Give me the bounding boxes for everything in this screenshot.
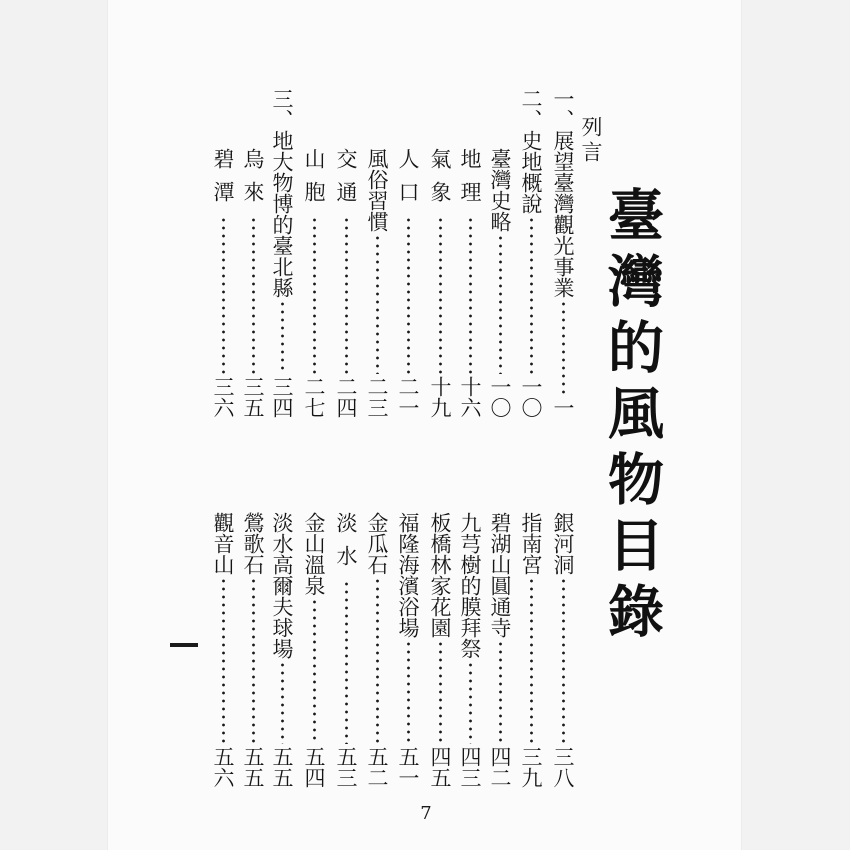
toc-entry-page: 二三: [365, 376, 389, 418]
toc-entry-page: 十六: [458, 376, 482, 418]
toc-entry[interactable]: [455, 512, 485, 788]
toc-entry-title: 交通: [334, 148, 358, 214]
toc-entry-title: 指南宮: [519, 512, 543, 575]
toc-entry-title: 淡水高爾夫球場: [270, 512, 294, 659]
toc-entry-page: 五六: [211, 746, 235, 788]
toc-entry-page: 五五: [241, 746, 265, 788]
toc-entry[interactable]: [331, 148, 361, 418]
toc-entry-page: 五三: [334, 746, 358, 788]
toc-entry-page: 四三: [458, 746, 482, 788]
dot-leader: [345, 580, 348, 744]
toc-entry-title: 淡水: [334, 512, 358, 578]
toc-entry-title: 鶯歌石: [241, 512, 265, 575]
toc-entry-page: 十九: [428, 376, 452, 418]
toc-entry-title: 二、史地概說: [519, 88, 543, 214]
toc-entry-page: 三四: [270, 376, 294, 418]
toc-entry[interactable]: [393, 148, 423, 418]
dot-leader: [252, 216, 255, 374]
toc-entry[interactable]: [299, 512, 329, 788]
dot-leader: [222, 577, 225, 744]
dot-leader: [376, 234, 379, 374]
dot-leader: [407, 216, 410, 374]
dot-leader: [281, 661, 284, 744]
toc-entry-title: 氣象: [428, 148, 452, 214]
toc-entry[interactable]: [267, 512, 297, 788]
toc-entry[interactable]: [362, 512, 392, 788]
dot-leader: [562, 577, 565, 744]
toc-entry-title: 金瓜石: [365, 512, 389, 575]
toc-entry[interactable]: [393, 512, 423, 788]
toc-entry-page: 三六: [211, 376, 235, 418]
toc-entry-page: 一〇: [488, 376, 512, 418]
toc-entry-title: 烏來: [241, 148, 265, 214]
toc-entry[interactable]: [299, 148, 329, 418]
toc-entry-title: 福隆海濱浴場: [396, 512, 420, 638]
dot-leader: [376, 577, 379, 744]
toc-entry-page: 五四: [302, 746, 326, 788]
dot-leader: [313, 216, 316, 374]
toc-entry[interactable]: [485, 148, 515, 418]
side-page-marker: [170, 643, 198, 647]
toc-entry[interactable]: [455, 148, 485, 418]
toc-entry[interactable]: [516, 512, 546, 788]
toc-entry[interactable]: [425, 148, 455, 418]
dot-leader: [407, 640, 410, 744]
toc-entry[interactable]: [516, 88, 546, 418]
toc-entry[interactable]: [267, 88, 297, 418]
toc-entry-title: 三、地大物博的臺北縣: [270, 88, 294, 298]
toc-entry[interactable]: [362, 148, 392, 418]
toc-entry-title: 銀河洞: [551, 512, 575, 575]
toc-entry-page: 五一: [396, 746, 420, 788]
footer-page-number: 7: [420, 803, 432, 824]
dot-leader: [281, 300, 284, 374]
toc-entry-title: 臺灣史略: [488, 148, 512, 232]
toc-entry-page: 三八: [551, 746, 575, 788]
dot-leader: [252, 577, 255, 744]
dot-leader: [469, 661, 472, 744]
toc-entry-page: 四五: [428, 746, 452, 788]
page-title: 臺灣的風物目錄: [599, 186, 665, 648]
dot-leader: [313, 598, 316, 744]
toc-entry-title: 金山溫泉: [302, 512, 326, 596]
toc-entry-page: 二一: [396, 376, 420, 418]
toc-entry[interactable]: [425, 512, 455, 788]
toc-entry-page: 五二: [365, 746, 389, 788]
toc-entry[interactable]: [238, 148, 268, 418]
dot-leader: [222, 216, 225, 374]
toc-entry-page: 四二: [488, 746, 512, 788]
toc-entry-title: 碧潭: [211, 148, 235, 214]
dot-leader: [530, 216, 533, 374]
toc-entry-title: 山胞: [302, 148, 326, 214]
dot-leader: [499, 234, 502, 374]
toc-entry-page: 二四: [334, 376, 358, 418]
toc-entry-title: 一、展望臺灣觀光事業: [551, 88, 575, 298]
toc-entry-page: 五五: [270, 746, 294, 788]
toc-entry-title: 觀音山: [211, 512, 235, 575]
toc-entry-title: 板橋林家花園: [428, 512, 452, 638]
toc-entry-page: 二七: [302, 376, 326, 418]
toc-entry-title: 碧湖山圓通寺: [488, 512, 512, 638]
toc-entry[interactable]: [208, 148, 238, 418]
preface-label: 列言: [579, 116, 603, 166]
dot-leader: [499, 640, 502, 744]
dot-leader: [345, 216, 348, 374]
toc-entry-page: 一〇: [519, 376, 543, 418]
dot-leader: [439, 640, 442, 744]
dot-leader: [562, 300, 565, 395]
toc-entry-title: 風俗習慣: [365, 148, 389, 232]
toc-entry[interactable]: [548, 88, 578, 418]
toc-entry-page: 一: [551, 397, 575, 418]
toc-entry[interactable]: [238, 512, 268, 788]
dot-leader: [439, 216, 442, 374]
dot-leader: [469, 216, 472, 374]
toc-entry[interactable]: [548, 512, 578, 788]
toc-entry-title: 地理: [458, 148, 482, 214]
toc-entry-title: 九芎樹的膜拜祭: [458, 512, 482, 659]
toc-entry[interactable]: [208, 512, 238, 788]
toc-entry-title: 人口: [396, 148, 420, 214]
dot-leader: [530, 577, 533, 744]
toc-entry-page: 三九: [519, 746, 543, 788]
toc-entry-page: 三五: [241, 376, 265, 418]
toc-entry[interactable]: [485, 512, 515, 788]
toc-entry[interactable]: [331, 512, 361, 788]
